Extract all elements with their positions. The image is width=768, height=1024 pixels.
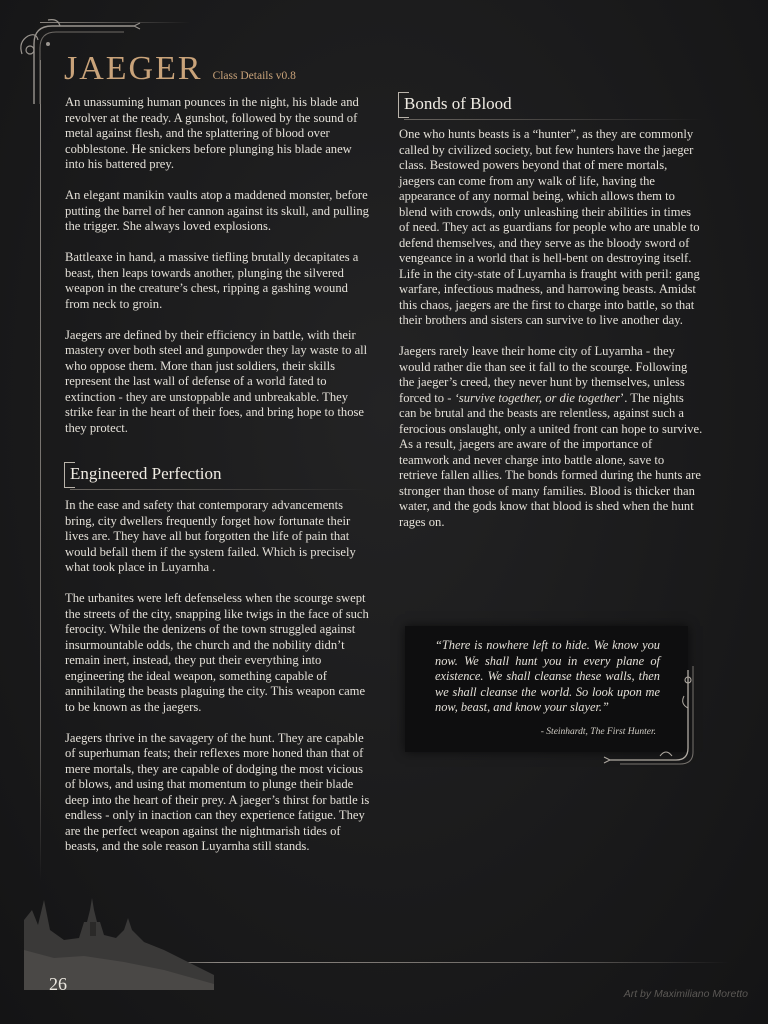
intro-paragraph: Jaegers are defined by their efficiency in battle, with their mastery over both steel and gunpowder they lay waste to all who oppose them. More than just soldiers, their skills represent the last wall of defense of a world fated to extinction - they are unstoppable and unbreakable. They strike fear in the heart of their foes, and bring hope to those they protect. bbox=[65, 327, 368, 435]
quote-attribution: - Steinhardt, The First Hunter. bbox=[540, 727, 656, 737]
heading-rule bbox=[404, 119, 704, 120]
heading-bracket-icon bbox=[64, 462, 75, 488]
section-paragraph: Jaegers thrive in the savagery of the hunt. They are capable of superhuman feats; their reflexes more honed than that of mere mortals, they are capable of dodging the most vicious of blows, and using that momentum to plunge their blade deep into the heart of their prey. A jaeger’s thirst for battle is endless - only in inaction can they experience fatigue. They are the perfect weapon against the nightmarish tides of beasts, and the sole reason Luyarnha still stands. bbox=[65, 730, 370, 853]
right-section-text bbox=[399, 127, 704, 546]
section-paragraph: The urbanites were left defenseless when the scourge swept the streets of the city, snapping like twigs in the face of such ferocity. While the denizens of the town struggled against insurmountable odds, the church and the nobility didn’t remain inert, instead, they put their everything into engineering the ideal weapon, something capable of annihilating the beasts plaguing the city. This weapon came to be known as the jaegers. bbox=[65, 591, 369, 714]
quote-corner-ornament-icon bbox=[600, 660, 700, 770]
section-heading-bonds-of-blood bbox=[404, 94, 512, 114]
art-credit: Art by Maximiliano Moretto bbox=[623, 988, 748, 1000]
section-heading-engineered-perfection bbox=[70, 464, 222, 484]
page-title bbox=[64, 50, 296, 88]
intro-paragraph: An elegant manikin vaults atop a maddened monster, before putting the barrel of her cannon against its skull, and pulling the trigger. She always loved explosions. bbox=[65, 188, 369, 233]
heading-rule bbox=[70, 489, 370, 490]
heading-bracket-icon bbox=[398, 92, 409, 118]
class-subtitle: Class Details v0.8 bbox=[212, 70, 296, 82]
intro-paragraph: An unassuming human pounces in the night, his blade and revolver at the ready. A gunshot, followed by the sound of metal against flesh, and the splattering of blood over cobblestone. He snickers before plunging his blade anew into his battered prey. bbox=[65, 95, 359, 171]
section-heading-label: Bonds of Blood bbox=[404, 94, 512, 113]
frame-left-line bbox=[40, 60, 41, 880]
bonds-paragraph-1: One who hunts beasts is a “hunter”, as they are commonly called by civilized society, but few hunters have the jaeger class. Bestowed powers beyond that of mere mortals, jaegers can come from any walk of life, having the appearance of any normal being, which allows them to blend with crowds, only unleashing their abilities in times of need. They act as guardians for people who are unable to defend themselves, and they serve as the bloody sword of vengeance in a world that is hell-bent on destroying itself. Life in the city-state of Luyarnha is fraught with peril: gang warfare, infectious madness, and harrowing beasts. Amidst this chaos, jaegers are the first to charge into battle, so that their brothers and sisters can survive to live another day. bbox=[399, 127, 700, 327]
left-intro-text bbox=[65, 95, 372, 452]
section-paragraph: In the ease and safety that contemporary advancements bring, city dwellers frequently forget how fortunate their lives are. They have all but forgotten the life of pain that would befall them if the system failed. Which is precisely what took place in Luyarnha . bbox=[65, 498, 356, 574]
bonds-paragraph-2 bbox=[399, 344, 704, 530]
left-section-text bbox=[65, 498, 372, 870]
page-number: 26 bbox=[49, 974, 67, 994]
class-title: JAEGER bbox=[64, 50, 203, 87]
quote-text: “There is nowhere left to hide. We know you now. We shall hunt you in every plane of existence. We shall cleanse these walls, then we shall cleanse the world. So look upon me now, beast, and know your slayer.” bbox=[435, 638, 660, 714]
paragraph-text: Jaegers rarely leave their home city of Luyarnha - they would rather die than see it fall to the scourge. Following the jaeger’s creed, they never hunt by themselves, unless forced to - bbox=[399, 344, 688, 405]
section-heading-label: Engineered Perfection bbox=[70, 464, 222, 483]
intro-paragraph: Battleaxe in hand, a massive tiefling brutally decapitates a beast, then leaps towards another, plunging the silvered weapon in the creature’s chest, ripping a gashing wound from neck to groin. bbox=[65, 250, 359, 311]
creed-quote: ‘survive together, or die together bbox=[454, 390, 621, 405]
paragraph-text: ’. The nights can be brutal and the beasts are relentless, against such a ferocious onslaught, only a united front can hope to survive. As a result, jaegers are aware of the importance of teamwork and never charge into battle alone, save to retrieve fallen allies. The bonds formed during the hunts are stronger than those of many families. Blood is thicker than water, and the gods know that blood is shed when the hunt rages on. bbox=[399, 390, 703, 529]
